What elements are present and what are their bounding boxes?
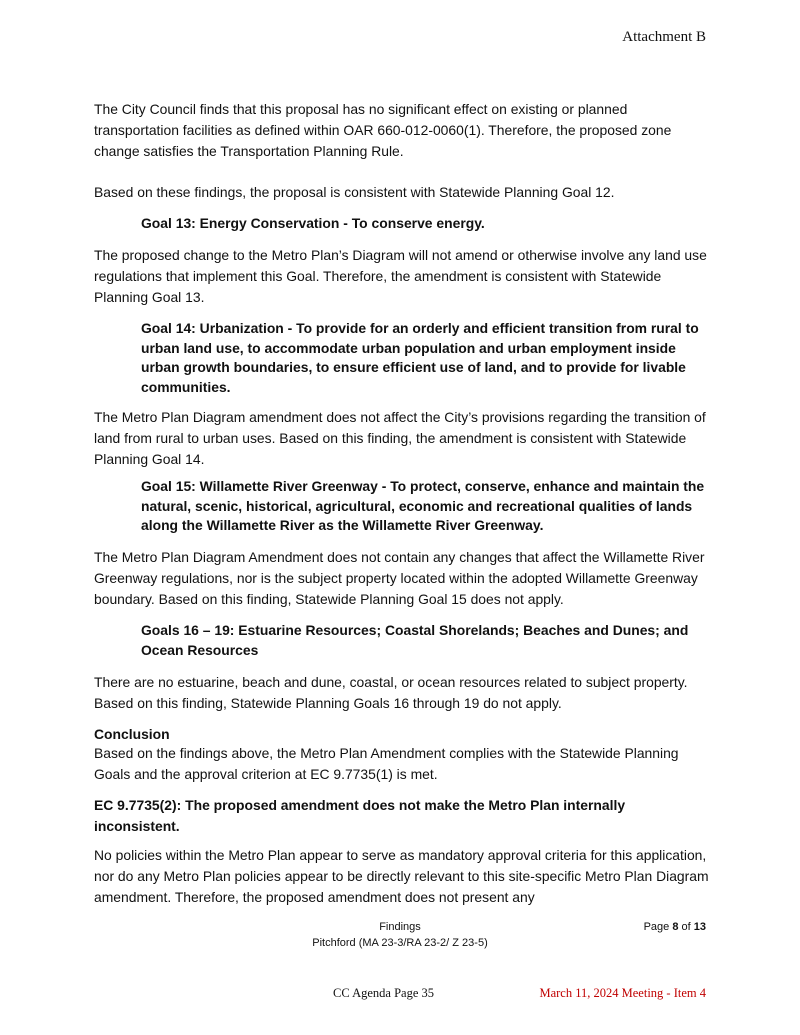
transportation-paragraph: The City Council finds that this proposal has no significant effect on existing or planned transportation facilities as defined within OAR 660-012-0060(1). Therefore, the proposed zone change satisfies the Transportation Planning Rule. (94, 101, 672, 159)
ec-criterion-heading: EC 9.7735(2): The proposed amendment does not make the Metro Plan internally inconsistent. (94, 797, 626, 834)
goal15-heading: Goal 15: Willamette River Greenway - To protect, conserve, enhance and maintain the natural, scenic, historical, agricultural, economic and recreational qualities of lands along the Willamette River as the Willamette River Greenway. (141, 478, 705, 533)
goal15-text: The Metro Plan Diagram Amendment does not contain any changes that affect the Willamette River Greenway regulations, nor is the subject property located within the adopted Willamette Greenway boundary. Based on this finding, Statewide Planning Goal 15 does not apply. (94, 549, 705, 607)
goals16-19-text: There are no estuarine, beach and dune, coastal, or ocean resources related to subject property. Based on this finding, Statewide Planning Goals 16 through 19 do not apply. (94, 674, 688, 711)
page-number (644, 919, 706, 935)
agenda-page-label: CC Agenda Page 35 (333, 986, 435, 1000)
footer-case-number: Pitchford (MA 23-3/RA 23-2/ Z 23-5) (312, 937, 488, 949)
meeting-label: March 11, 2024 Meeting - Item 4 (539, 986, 706, 1000)
page-total: 13 (693, 921, 706, 933)
goal14-heading: Goal 14: Urbanization - To provide for an orderly and efficient transition from rural to urban land use, to accommodate urban population and urban employment inside urban growth boundaries, to ensure efficient use of land, and to provide for livable communities. (141, 320, 699, 395)
ec-criterion-text: No policies within the Metro Plan appear to serve as mandatory approval criteria for this application, nor do any Metro Plan policies appear to be directly relevant to this site-specific Metro Plan Diagram amendment. Therefore, the proposed amendment does not present any (94, 847, 709, 905)
conclusion-text: Based on the findings above, the Metro Plan Amendment complies with the Statewide Planning Goals and the approval criterion at EC 9.7735(1) is met. (94, 745, 679, 782)
footer-findings: Findings (379, 921, 421, 933)
page-of: of (678, 921, 694, 933)
attachment-label: Attachment B (622, 29, 706, 45)
goal13-text: The proposed change to the Metro Plan’s Diagram will not amend or otherwise involve any land use regulations that implement this Goal. Therefore, the amendment is consistent with Statewide Planning Goal 13. (94, 247, 707, 305)
page-prefix: Page (643, 921, 673, 933)
goal12-conclusion: Based on these findings, the proposal is consistent with Statewide Planning Goal 12. (94, 184, 615, 200)
page-current: 8 (672, 921, 679, 933)
goal13-heading: Goal 13: Energy Conservation - To conserve energy. (141, 215, 485, 231)
conclusion-heading: Conclusion (94, 726, 170, 742)
goal14-text: The Metro Plan Diagram amendment does not affect the City’s provisions regarding the transition of land from rural to urban uses. Based on this finding, the amendment is consistent with Statewide Planning Goal 14. (94, 409, 706, 467)
goals16-19-heading: Goals 16 – 19: Estuarine Resources; Coastal Shorelands; Beaches and Dunes; and Ocean Resources (141, 622, 689, 658)
